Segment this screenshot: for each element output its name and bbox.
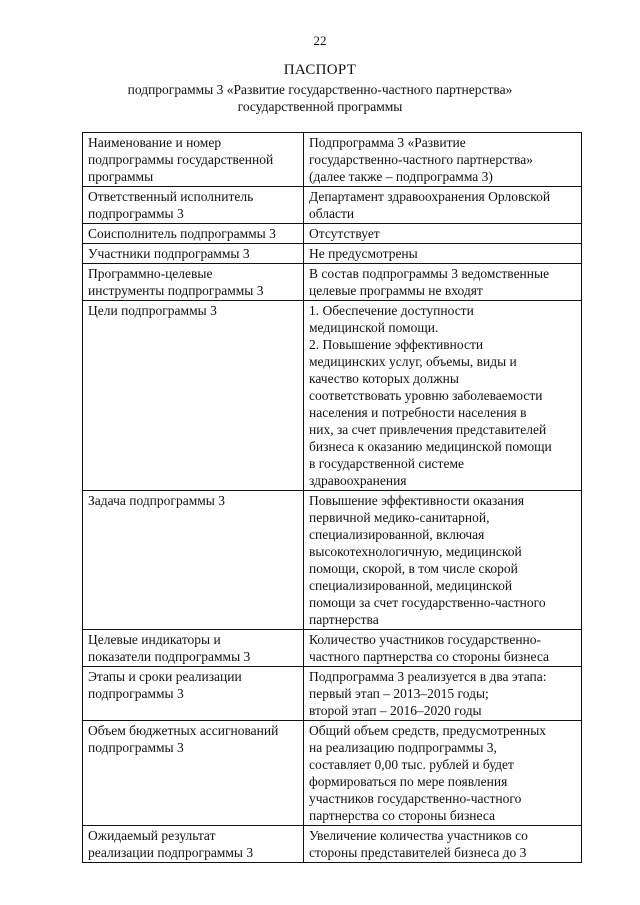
row-value-line: области xyxy=(309,206,355,221)
row-label-cell xyxy=(83,491,304,630)
row-value-line: Не предусмотрены xyxy=(309,246,418,261)
row-value-line: в государственной системе xyxy=(309,456,464,471)
row-value-line: высокотехнологичную, медицинской xyxy=(309,544,522,559)
subtitle-line: подпрограммы 3 «Развитие государственно-частного партнерства» xyxy=(127,82,513,97)
row-value-line: составляет 0,00 тыс. рублей и будет xyxy=(309,757,514,772)
row-label-cell xyxy=(83,826,304,863)
row-value-line: целевые программы не входят xyxy=(309,283,483,298)
row-label-cell xyxy=(83,301,304,491)
row-value-cell xyxy=(304,630,582,667)
row-value-line: Отсутствует xyxy=(309,226,380,241)
row-value-line: частного партнерства со стороны бизнеса xyxy=(309,649,549,664)
row-label-line: подпрограммы 3 xyxy=(88,206,184,221)
table-row xyxy=(83,630,582,667)
page-number: 22 xyxy=(313,33,327,48)
row-value-line: Подпрограмма 3 «Развитие xyxy=(309,135,466,150)
row-label-cell xyxy=(83,264,304,301)
row-label-line: Задача подпрограммы 3 xyxy=(88,493,225,508)
row-label-line: Наименование и номер xyxy=(88,135,222,150)
row-value-line: 1. Обеспечение доступности xyxy=(309,303,474,318)
row-label-line: показатели подпрограммы 3 xyxy=(88,649,251,664)
document-title: ПАСПОРТ xyxy=(283,62,357,78)
row-value-line: медицинских услуг, объемы, виды и xyxy=(309,354,517,369)
row-label-line: Соисполнитель подпрограммы 3 xyxy=(88,226,276,241)
table-row xyxy=(83,187,582,224)
document-subtitle xyxy=(0,81,640,115)
row-value-line: партнерства xyxy=(309,612,379,627)
row-value-cell xyxy=(304,244,582,264)
row-value-line: населения и потребности населения в xyxy=(309,405,527,420)
row-value-line: специализированной, включая xyxy=(309,527,485,542)
row-label-line: реализации подпрограммы 3 xyxy=(88,845,254,860)
row-label-cell xyxy=(83,133,304,187)
row-value-cell xyxy=(304,826,582,863)
subtitle-line: государственной программы xyxy=(237,99,403,114)
row-value-cell xyxy=(304,264,582,301)
row-value-line: помощи, скорой, в том числе скорой xyxy=(309,561,518,576)
row-value-line: качество которых должны xyxy=(309,371,459,386)
row-label-line: подпрограммы государственной xyxy=(88,152,274,167)
row-value-line: (далее также – подпрограмма 3) xyxy=(309,169,493,184)
table-row xyxy=(83,667,582,721)
row-value-cell xyxy=(304,667,582,721)
row-value-line: Увеличение количества участников со xyxy=(309,828,528,843)
row-value-line: специализированной, медицинской xyxy=(309,578,513,593)
row-value-line: первичной медико-санитарной, xyxy=(309,510,490,525)
passport-table xyxy=(82,132,582,863)
row-label-line: подпрограммы 3 xyxy=(88,740,184,755)
row-value-line: Количество участников государственно- xyxy=(309,632,542,647)
row-value-line: на реализацию подпрограммы 3, xyxy=(309,740,497,755)
row-value-line: государственно-частного партнерства» xyxy=(309,152,533,167)
row-value-line: первый этап – 2013–2015 годы; xyxy=(309,686,489,701)
row-label-line: Ожидаемый результат xyxy=(88,828,216,843)
row-label-cell xyxy=(83,187,304,224)
row-value-line: партнерства со стороны бизнеса xyxy=(309,808,495,823)
row-value-cell xyxy=(304,224,582,244)
row-label-line: Объем бюджетных ассигнований xyxy=(88,723,279,738)
row-label-line: Программно-целевые xyxy=(88,266,213,281)
row-value-line: медицинской помощи. xyxy=(309,320,439,335)
row-value-line: Подпрограмма 3 реализуется в два этапа: xyxy=(309,669,547,684)
table-row xyxy=(83,826,582,863)
row-label-line: Цели подпрограммы 3 xyxy=(88,303,217,318)
row-label-line: инструменты подпрограммы 3 xyxy=(88,283,264,298)
row-value-line: бизнеса к оказанию медицинской помощи xyxy=(309,439,552,454)
row-value-line: Повышение эффективности оказания xyxy=(309,493,525,508)
table-row xyxy=(83,491,582,630)
row-value-cell xyxy=(304,187,582,224)
row-value-line: 2. Повышение эффективности xyxy=(309,337,484,352)
row-label-line: Участники подпрограммы 3 xyxy=(88,246,250,261)
row-value-line: здравоохранения xyxy=(309,473,407,488)
row-label-line: Ответственный исполнитель xyxy=(88,189,254,204)
table-row xyxy=(83,244,582,264)
row-value-cell xyxy=(304,491,582,630)
passport-table-body xyxy=(83,133,582,863)
row-value-line: В состав подпрограммы 3 ведомственные xyxy=(309,266,550,281)
row-value-line: помощи за счет государственно-частного xyxy=(309,595,546,610)
table-row xyxy=(83,133,582,187)
table-row xyxy=(83,264,582,301)
table-row xyxy=(83,224,582,244)
row-value-cell xyxy=(304,301,582,491)
row-label-cell xyxy=(83,244,304,264)
row-value-line: второй этап – 2016–2020 годы xyxy=(309,703,482,718)
row-label-line: Этапы и сроки реализации xyxy=(88,669,242,684)
row-label-cell xyxy=(83,630,304,667)
row-label-cell xyxy=(83,224,304,244)
table-row xyxy=(83,301,582,491)
row-value-cell xyxy=(304,721,582,826)
row-value-cell xyxy=(304,133,582,187)
row-label-line: Целевые индикаторы и xyxy=(88,632,221,647)
row-value-line: них, за счет привлечения представителей xyxy=(309,422,547,437)
row-value-line: стороны представителей бизнеса до 3 xyxy=(309,845,527,860)
table-row xyxy=(83,721,582,826)
row-value-line: Общий объем средств, предусмотренных xyxy=(309,723,547,738)
row-label-line: подпрограммы 3 xyxy=(88,686,184,701)
row-label-cell xyxy=(83,667,304,721)
row-label-line: программы xyxy=(88,169,154,184)
row-value-line: участников государственно-частного xyxy=(309,791,522,806)
row-label-cell xyxy=(83,721,304,826)
row-value-line: соответствовать уровню заболеваемости xyxy=(309,388,543,403)
row-value-line: формироваться по мере появления xyxy=(309,774,508,789)
row-value-line: Департамент здравоохранения Орловской xyxy=(309,189,551,204)
